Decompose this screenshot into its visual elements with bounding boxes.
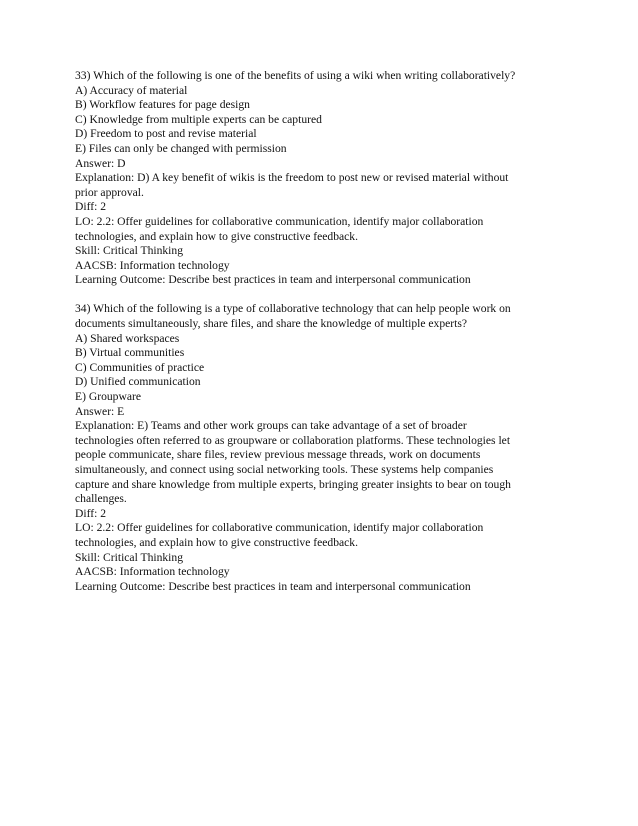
skill-line: Skill: Critical Thinking — [75, 550, 183, 564]
option-b: B) Virtual communities — [75, 346, 185, 360]
question-stem-line: documents simultaneously, share files, and share the knowledge of multiple experts? — [75, 317, 468, 330]
option-e: E) Groupware — [75, 389, 141, 403]
explanation-line: technologies often referred to as groupware or collaboration platforms. These technologies let — [75, 433, 511, 447]
aacsb-line: AACSB: Information technology — [75, 565, 230, 579]
aacsb-line: AACSB: Information technology — [75, 258, 230, 272]
question-stem-line: 34) Which of the following is a type of collaborative technology that can help people work on — [75, 302, 511, 316]
learning-objective-line: LO: 2.2: Offer guidelines for collaborative communication, identify major collaboration — [75, 214, 484, 228]
question-stem-line: 33) Which of the following is one of the benefits of using a wiki when writing collaboratively? — [75, 69, 516, 82]
difficulty-line: Diff: 2 — [75, 200, 107, 214]
explanation-line: simultaneously, and connect using social networking tools. These systems help companies — [75, 462, 494, 476]
document-content — [75, 69, 565, 594]
option-d: D) Unified communication — [75, 375, 201, 389]
option-a: A) Accuracy of material — [75, 83, 188, 97]
answer-line: Answer: D — [75, 156, 126, 170]
explanation-line: people communicate, share files, review previous message threads, work on documents — [75, 448, 481, 462]
learning-objective-line: technologies, and explain how to give constructive feedback. — [75, 535, 358, 549]
learning-outcome-line: Learning Outcome: Describe best practices in team and interpersonal communication — [75, 579, 471, 593]
option-c: C) Communities of practice — [75, 360, 205, 374]
difficulty-line: Diff: 2 — [75, 506, 107, 520]
explanation-line: prior approval. — [75, 185, 144, 199]
question-block-34 — [75, 302, 565, 594]
option-b: B) Workflow features for page design — [75, 98, 250, 112]
question-block-33 — [75, 69, 565, 288]
explanation-line: capture and share knowledge from multiple experts, bringing greater insights to bear on tough — [75, 477, 511, 491]
explanation-line: challenges. — [75, 492, 127, 506]
option-e: E) Files can only be changed with permission — [75, 141, 287, 155]
option-c: C) Knowledge from multiple experts can be captured — [75, 112, 322, 126]
skill-line: Skill: Critical Thinking — [75, 244, 183, 258]
learning-objective-line: technologies, and explain how to give constructive feedback. — [75, 229, 358, 243]
question-spacer — [75, 288, 565, 303]
option-a: A) Shared workspaces — [75, 331, 180, 345]
explanation-line: Explanation: E) Teams and other work groups can take advantage of a set of broader — [75, 419, 467, 433]
learning-outcome-line: Learning Outcome: Describe best practices in team and interpersonal communication — [75, 273, 471, 287]
answer-line: Answer: E — [75, 404, 125, 418]
explanation-line: Explanation: D) A key benefit of wikis is the freedom to post new or revised material without — [75, 171, 509, 185]
learning-objective-line: LO: 2.2: Offer guidelines for collaborative communication, identify major collaboration — [75, 521, 484, 535]
option-d: D) Freedom to post and revise material — [75, 127, 257, 141]
